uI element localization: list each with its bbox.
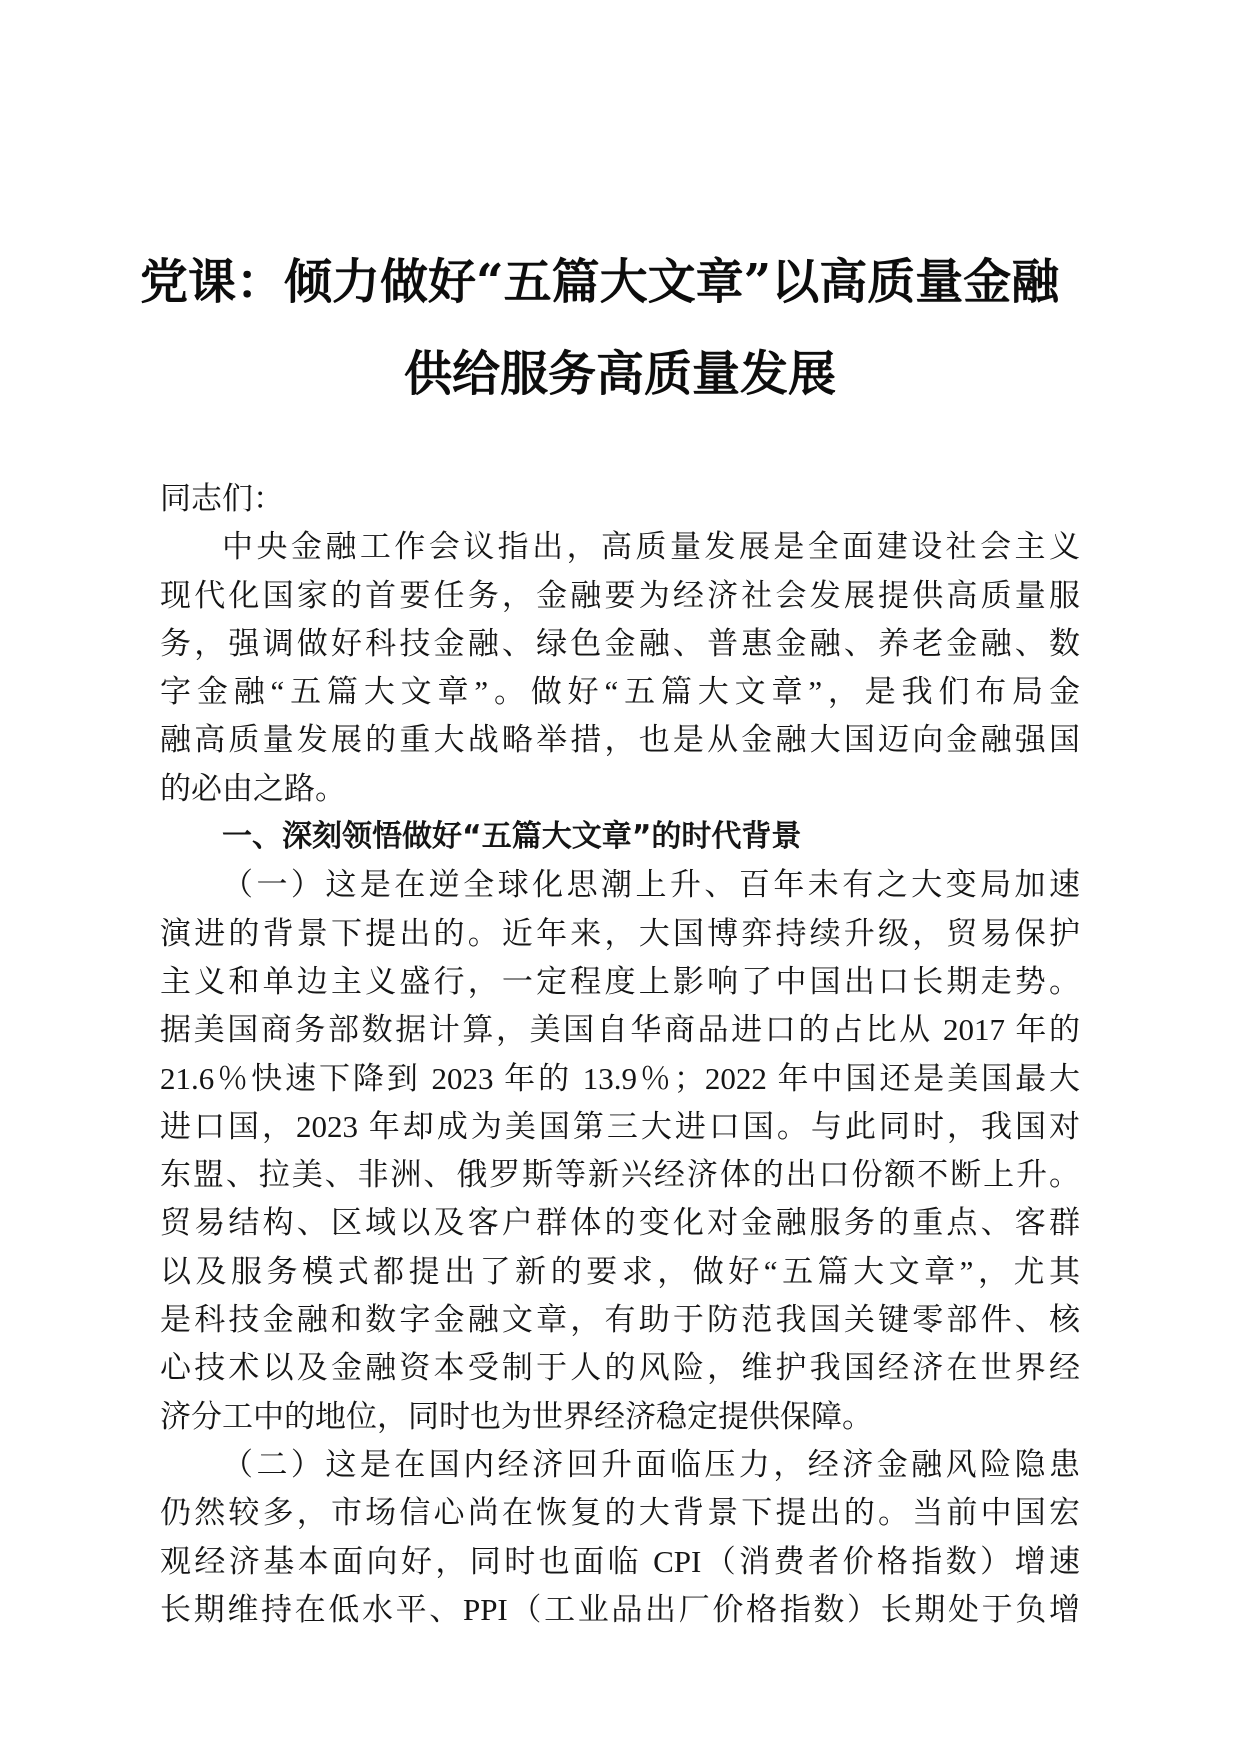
paragraph-line: 演进的背景下提出的。近年来，大国博弈持续升级，贸易保护	[160, 915, 1080, 951]
paragraph-line: （二）这是在国内经济回升面临压力，经济金融风险隐患	[222, 1446, 1080, 1482]
document-title-line-1: 党课：倾力做好“五篇大文章”以高质量金融	[140, 254, 1060, 310]
paragraph-line: 观经济基本面向好，同时也面临 CPI（消费者价格指数）增速	[160, 1543, 1080, 1579]
paragraph-line: 主义和单边主义盛行，一定程度上影响了中国出口长期走势。	[160, 963, 1080, 999]
paragraph-background-2	[160, 1441, 1080, 1634]
paragraph-line: 仍然较多，市场信心尚在恢复的大背景下提出的。当前中国宏	[160, 1495, 1080, 1531]
paragraph-line: 现代化国家的首要任务，金融要为经济社会发展提供高质量服	[160, 577, 1080, 613]
section-heading: 一、深刻领悟做好“五篇大文章”的时代背景	[222, 819, 802, 855]
paragraph-line: 进口国，2023 年却成为美国第三大进口国。与此同时，我国对	[160, 1108, 1080, 1144]
paragraph-line: 贸易结构、区域以及客户群体的变化对金融服务的重点、客群	[160, 1205, 1080, 1241]
paragraph-line: 东盟、拉美、非洲、俄罗斯等新兴经济体的出口份额不断上升。	[160, 1157, 1080, 1193]
paragraph-background-1	[160, 861, 1080, 1441]
paragraph-line: （一）这是在逆全球化思潮上升、百年未有之大变局加速	[222, 867, 1080, 903]
salutation: 同志们：	[160, 481, 284, 516]
paragraph-line: 是科技金融和数字金融文章，有助于防范我国关键零部件、核	[160, 1302, 1080, 1338]
paragraph-line: 务，强调做好科技金融、绿色金融、普惠金融、养老金融、数	[160, 625, 1080, 661]
paragraph-line: 据美国商务部数据计算，美国自华商品进口的占比从 2017 年的	[160, 1012, 1080, 1048]
paragraph-line: 21.6％快速下降到 2023 年的 13.9％；2022 年中国还是美国最大	[160, 1060, 1080, 1096]
document-title-line-2: 供给服务高质量发展	[403, 346, 836, 402]
paragraph-line: 的必由之路。	[160, 770, 346, 806]
paragraph-intro	[160, 523, 1080, 813]
paragraph-line: 融高质量发展的重大战略举措，也是从金融大国迈向金融强国	[160, 722, 1080, 758]
document-body	[160, 475, 1080, 1634]
paragraph-line: 字金融“五篇大文章”。做好“五篇大文章”，是我们布局金	[160, 674, 1080, 710]
paragraph-line: 中央金融工作会议指出，高质量发展是全面建设社会主义	[222, 529, 1080, 565]
paragraph-line: 长期维持在低水平、PPI（工业品出厂价格指数）长期处于负增	[160, 1591, 1080, 1627]
paragraph-line: 以及服务模式都提出了新的要求，做好“五篇大文章”，尤其	[160, 1253, 1080, 1289]
paragraph-line: 济分工中的地位，同时也为世界经济稳定提供保障。	[160, 1398, 873, 1434]
paragraph-line: 心技术以及金融资本受制于人的风险，维护我国经济在世界经	[160, 1350, 1080, 1386]
